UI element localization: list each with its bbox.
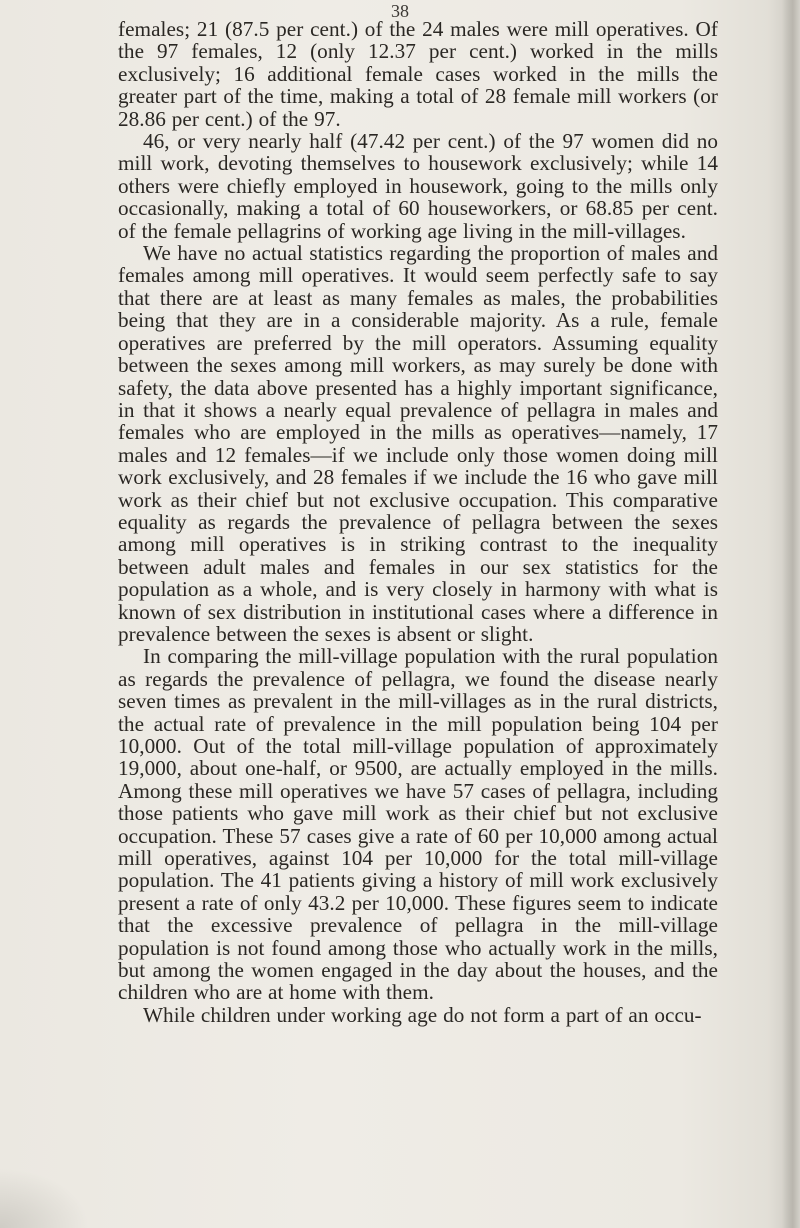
paragraph: We have no actual statistics regarding the proportion of males and females among mill operatives. It would seem perfectly safe to say that there are at least as many females as males, the probabilities being that they are in a considerable majority. As a rule, female operatives are preferred by the mill operators. Assuming equality between the sexes among mill workers, as may surely be done with safety, the data above presented has a highly important significance, in that it shows a nearly equal prevalence of pellagra in males and females who are employed in the mills as operatives—namely, 17 males and 12 females—if we include only those women doing mill work exclusively, and 28 females if we include the 16 who gave mill work as their chief but not exclusive occupation. This comparative equality as regards the prevalence of pellagra between the sexes among mill operatives is in striking contrast to the inequality between adult males and females in our sex statistics for the population as a whole, and is very closely in harmony with what is known of sex distribution in institutional cases where a difference in prevalence between the sexes is absent or slight. (118, 241, 718, 646)
page-corner-shadow (0, 1168, 90, 1228)
page-edge-shadow (782, 0, 800, 1228)
page-number: 38 (391, 1, 409, 21)
paragraph: While children under working age do not form a part of an occu- (143, 1002, 702, 1027)
body-text (118, 18, 718, 1026)
paragraph: In comparing the mill-village population with the rural population as regards the prevalence of pellagra, we found the disease nearly seven times as prevalent in the mill-villages as in the rural districts, the actual rate of prevalence in the mill population being 104 per 10,000. Out of the total mill-village population of approximately 19,000, about one-half, or 9500, are actually employed in the mills. Among these mill operatives we have 57 cases of pellagra, including those patients who gave mill work as their chief but not exclusive occupation. These 57 cases give a rate of 60 per 10,000 among actual mill operatives, against 104 per 10,000 for the total mill-village population. The 41 patients giving a history of mill work exclusively present a rate of only 43.2 per 10,000. These figures seem to indicate that the excessive prevalence of pellagra in the mill-village population is not found among those who actually work in the mills, but among the women engaged in the day about the houses, and the children who are at home with them. (118, 644, 718, 1005)
paragraph: 46, or very nearly half (47.42 per cent.) of the 97 women did no mill work, devoting themselves to housework exclusively; while 14 others were chiefly employed in housework, going to the mills only occasionally, making a total of 60 houseworkers, or 68.85 per cent. of the female pellagrins of working age living in the mill-villages. (118, 129, 718, 243)
paragraph: females; 21 (87.5 per cent.) of the 24 males were mill operatives. Of the 97 females, 12 (only 12.37 per cent.) worked in the mills exclusively; 16 additional female cases worked in the mills the greater part of the time, making a total of 28 female mill workers (or 28.86 per cent.) of the 97. (118, 17, 718, 131)
